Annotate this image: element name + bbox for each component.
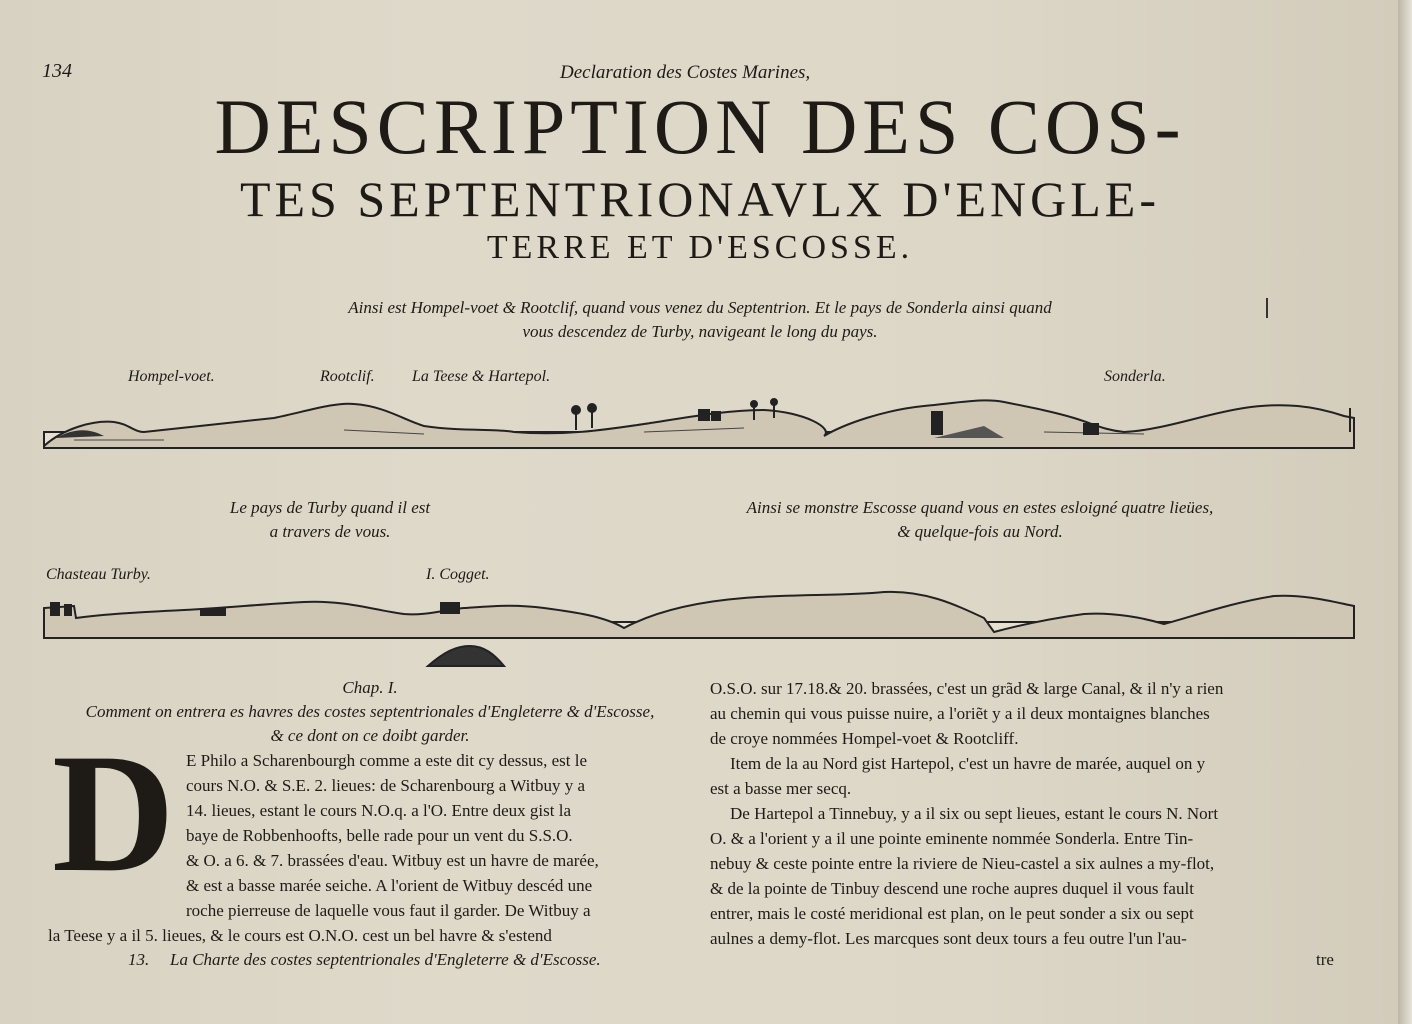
view3-caption [700,496,1260,544]
drop-cap-letter: D [52,719,175,907]
label-cogget: I. Cogget. [426,566,490,583]
right-line: de croye nommées Hompel-voet & Rootcliff. [710,729,1019,748]
view3-caption-line-2: & quelque-fois au Nord. [897,522,1063,541]
view1-caption-line-2: vous descendez de Turby, navigeant le long du pays. [522,322,878,341]
title-line-1: DESCRIPTION DES COS- [214,83,1186,170]
left-line: la Teese y a il 5. lieues, & le cours est O.N.O. cest un bel havre & s'estend [48,926,552,945]
right-line: Item de la au Nord gist Hartepol, c'est un havre de marée, auquel on y [730,754,1206,773]
view2-caption-line-2: a travers de vous. [269,522,391,541]
margin-rule [1266,298,1268,318]
left-line: baye de Robbenhoofts, belle rade pour un vent du S.S.O. [186,826,573,845]
page-edge [1398,0,1412,1024]
view2-caption-line-1: Le pays de Turby quand il est [229,498,431,517]
label-teese-hartepol: La Teese & Hartepol. [412,368,551,385]
view3-caption-line-1: Ainsi se monstre Escosse quand vous en estes esloigné quatre lieües, [746,498,1214,517]
view1-caption [250,296,1150,344]
right-line: & de la pointe de Tinbuy descend une roche aupres duquel il vous fault [710,879,1194,898]
right-line: nebuy & ceste pointe entre la riviere de Nieu-castel a six aulnes a my-flot, [710,854,1215,873]
page-number: 134 [42,60,72,82]
coastal-profile-england [44,388,1364,458]
catchword: tre [1316,950,1334,969]
right-line: au chemin qui vous puisse nuire, a l'oriẽt y a il deux montaignes blanches [710,704,1210,723]
left-line: E Philo a Scharenbourgh comme a este dit cy dessus, est le [186,751,587,770]
label-hompel-voet: Hompel-voet. [128,368,215,385]
footnote-text: La Charte des costes septentrionales d'Engleterre & d'Escosse. [170,950,601,969]
title-line-2: TES SEPTENTRIONAVLX D'ENGLE- [239,171,1161,227]
right-column-text [710,676,1223,951]
left-line: cours N.O. & S.E. 2. lieues: de Scharenbourg a Witbuy y a [186,776,586,795]
coastal-profile-scotland [44,588,1364,678]
chapter-heading-line-2: & ce dont on ce doibt garder. [270,726,470,745]
right-line: De Hartepol a Tinnebuy, y a il six ou sept lieues, estant le cours N. Nort [730,804,1219,823]
left-line: roche pierreuse de laquelle vous faut il garder. De Witbuy a [186,901,591,920]
left-column-text [186,748,599,923]
left-column-last-line [48,923,552,948]
left-line: & O. a 6. & 7. brassées d'eau. Witbuy est un havre de marée, [186,851,599,870]
left-line: & est a basse marée seiche. A l'orient de Witbuy descéd une [186,876,593,895]
title-line-3: TERRE ET D'ESCOSSE. [486,229,914,266]
label-rootclif: Rootclif. [320,368,375,385]
right-line: entrer, mais le costé meridional est plan, on le peut sonder a six ou sept [710,904,1194,923]
right-line: aulnes a demy-flot. Les marcques sont deux tours a feu outre l'un l'au- [710,929,1187,948]
left-line: 14. lieues, estant le cours N.O.q. a l'O. Entre deux gist la [186,801,571,820]
label-sonderla: Sonderla. [1104,368,1166,385]
right-line: O.S.O. sur 17.18.& 20. brassées, c'est un grãd & large Canal, & il n'y a rien [710,679,1224,698]
running-head: Declaration des Costes Marines, [560,62,811,83]
footnote-number: 13. [128,950,150,969]
label-chasteau-turby: Chasteau Turby. [46,566,151,583]
chapter-heading-line-1: Comment on entrera es havres des costes septentrionales d'Engleterre & d'Escosse, [85,702,655,721]
view2-caption [190,496,470,544]
right-line: O. & a l'orient y a il une pointe eminente nommée Sonderla. Entre Tin- [710,829,1194,848]
right-line: est a basse mer secq. [710,779,852,798]
view1-caption-line-1: Ainsi est Hompel-voet & Rootclif, quand vous venez du Septentrion. Et le pays de Sonderla ainsi quand [348,298,1052,317]
chapter-number: Chap. I. [342,678,398,697]
